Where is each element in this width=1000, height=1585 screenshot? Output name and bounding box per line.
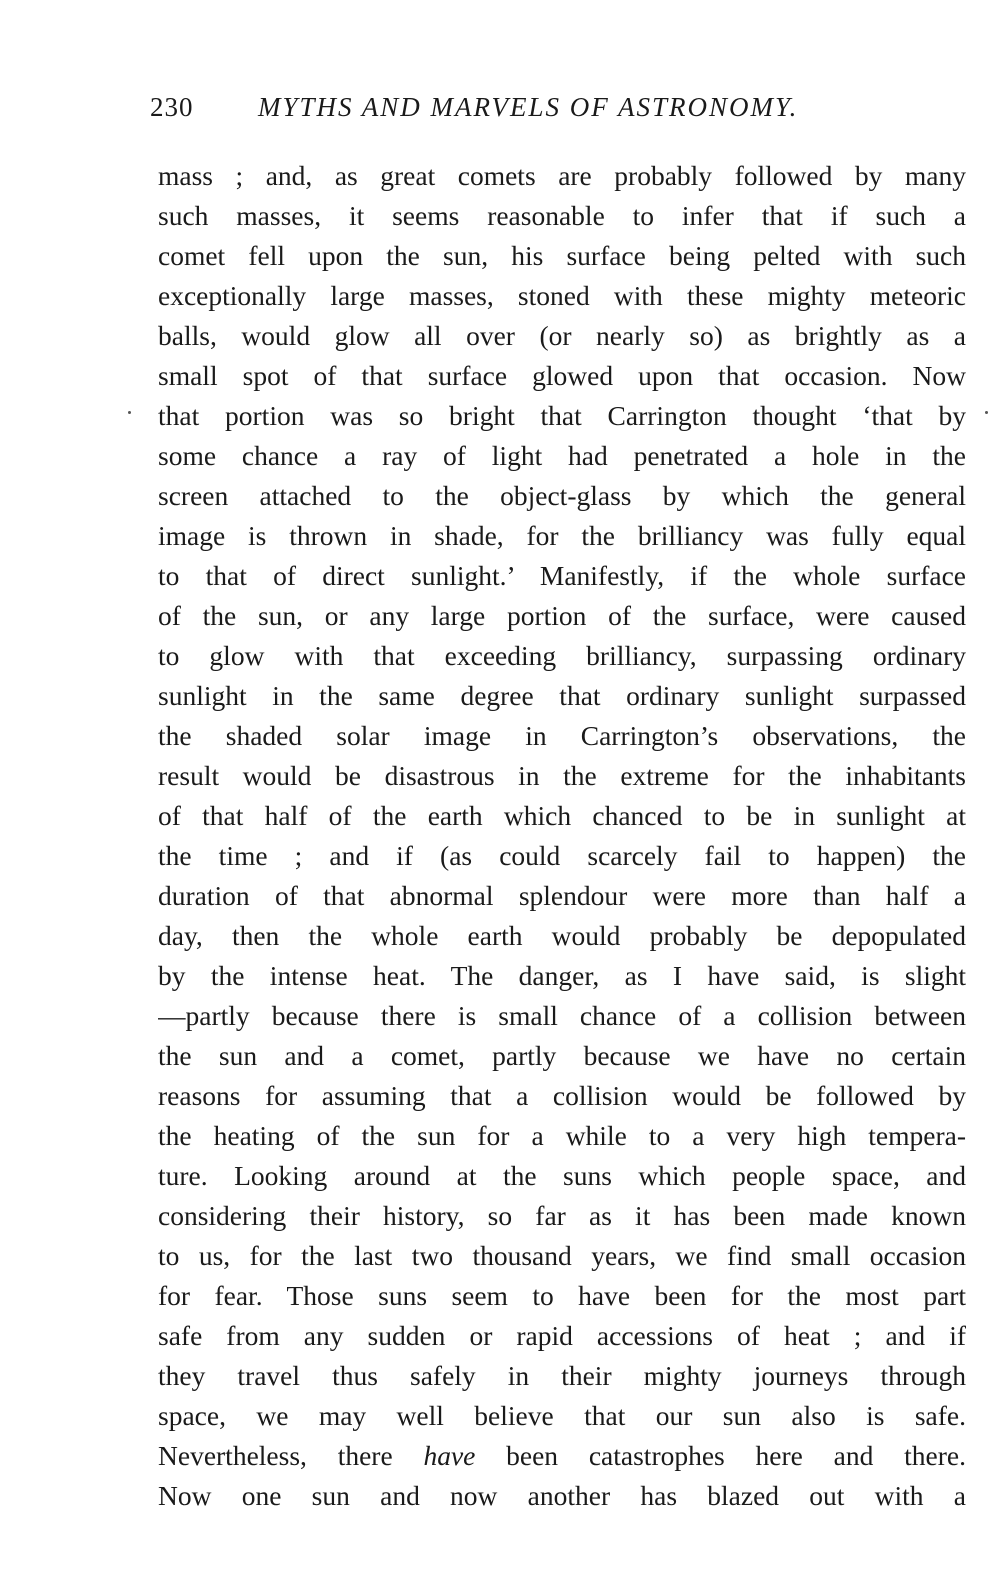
text-line: sunlight in the same degree that ordinary sunlight surpassed <box>158 680 966 711</box>
running-title: MYTHS AND MARVELS OF ASTRONOMY. <box>258 92 799 122</box>
text-line: duration of that abnormal splendour were more than half a <box>158 880 966 911</box>
text-line: such masses, it seems reasonable to infer that if such a <box>158 200 966 231</box>
text-line: —partly because there is small chance of a collision between <box>158 1000 966 1031</box>
text-line: to that of direct sunlight.’ Manifestly, if the whole surface <box>158 560 966 591</box>
text-line: some chance a ray of light had penetrated a hole in the <box>158 440 966 471</box>
text-segment: Nevertheless, there <box>158 1440 424 1471</box>
text-line: considering their history, so far as it has been made known <box>158 1200 966 1231</box>
text-line: day, then the whole earth would probably be depopulated <box>158 920 966 951</box>
text-line: safe from any sudden or rapid accessions of heat ; and if <box>158 1320 966 1351</box>
margin-mark <box>985 411 988 414</box>
text-line: result would be disastrous in the extreme for the inhabitants <box>158 760 966 791</box>
running-head <box>150 92 870 132</box>
text-line: the shaded solar image in Carrington’s observations, the <box>158 720 966 751</box>
text-line: to us, for the last two thousand years, we find small occasion <box>158 1240 966 1271</box>
text-line: by the intense heat. The danger, as I have said, is slight <box>158 960 966 991</box>
text-line: the heating of the sun for a while to a very high tempera- <box>158 1120 966 1151</box>
margin-mark <box>128 411 131 414</box>
text-line-mixed <box>158 1436 966 1476</box>
text-line: mass ; and, as great comets are probably followed by many <box>158 160 966 191</box>
text-line: image is thrown in shade, for the brilliancy was fully equal <box>158 520 966 551</box>
text-line: to glow with that exceeding brilliancy, surpassing ordinary <box>158 640 966 671</box>
body-text <box>158 156 966 1516</box>
text-line: balls, would glow all over (or nearly so) as brightly as a <box>158 320 966 351</box>
text-line: for fear. Those suns seem to have been for the most part <box>158 1280 966 1311</box>
text-line: small spot of that surface glowed upon that occasion. Now <box>158 360 966 391</box>
text-line: they travel thus safely in their mighty journeys through <box>158 1360 966 1391</box>
text-line: ture. Looking around at the suns which people space, and <box>158 1160 966 1191</box>
text-line: the sun and a comet, partly because we have no certain <box>158 1040 966 1071</box>
text-line: that portion was so bright that Carrington thought ‘that by <box>158 400 966 431</box>
text-line: screen attached to the object-glass by which the general <box>158 480 966 511</box>
text-segment: been catastrophes here and there. <box>475 1440 966 1471</box>
page-number: 230 <box>150 92 194 122</box>
text-line: reasons for assuming that a collision would be followed by <box>158 1080 966 1111</box>
text-line: comet fell upon the sun, his surface being pelted with such <box>158 240 966 271</box>
text-line: of that half of the earth which chanced to be in sunlight at <box>158 800 966 831</box>
text-line: the time ; and if (as could scarcely fail to happen) the <box>158 840 966 871</box>
text-line: exceptionally large masses, stoned with these mighty meteoric <box>158 280 966 311</box>
text-line: space, we may well believe that our sun also is safe. <box>158 1400 966 1431</box>
italic-emphasis: have <box>423 1440 476 1471</box>
text-line: of the sun, or any large portion of the surface, were caused <box>158 600 966 631</box>
text-line: Now one sun and now another has blazed out with a <box>158 1480 966 1511</box>
